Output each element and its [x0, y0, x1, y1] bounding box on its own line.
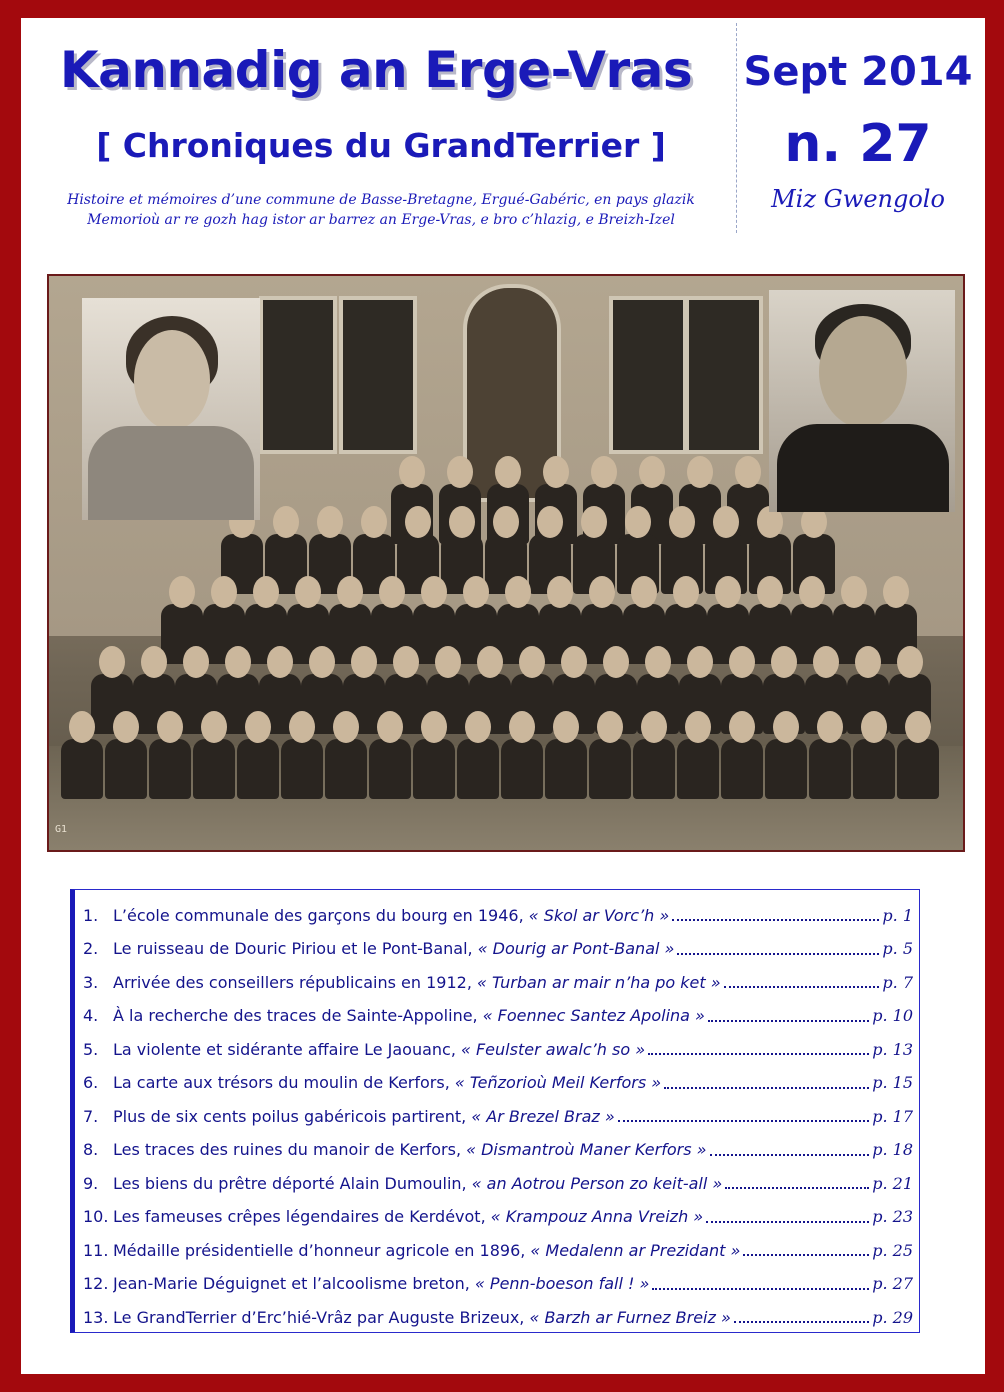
toc-entry-number: 9.: [83, 1173, 99, 1193]
pupil-head: [841, 576, 867, 608]
toc-entry-title: [113, 1107, 615, 1126]
pupil-head: [141, 646, 167, 678]
toc-entry-french: L’école communale des garçons du bourg en 1946,: [113, 905, 529, 925]
toc-entry-french: Le ruisseau de Douric Piriou et le Pont-Banal,: [113, 939, 478, 958]
pupil-head: [493, 506, 519, 538]
toc-entry-title: [113, 1006, 705, 1025]
pupil-head: [799, 576, 825, 608]
pupil-head: [771, 646, 797, 678]
pupil-head: [399, 456, 425, 488]
toc-entry-breton: « Skol ar Vorc’h »: [528, 905, 670, 925]
pupil-head: [581, 506, 607, 538]
table-of-contents: [70, 889, 920, 1333]
toc-entry-title: [113, 1040, 645, 1059]
pupil-head: [69, 711, 95, 743]
toc-entry-number: 6.: [83, 1073, 99, 1092]
pupil-body: [633, 739, 675, 799]
toc-entry-breton: « Krampouz Anna Vreizh »: [490, 1207, 704, 1226]
pupil-head: [379, 576, 405, 608]
pupil-head: [333, 711, 359, 743]
toc-entry-french: La carte aux trésors du moulin de Kerfors,: [113, 1073, 455, 1092]
portrait-face: [134, 330, 210, 430]
toc-entry-title: [113, 973, 721, 992]
pupil-body: [765, 739, 807, 799]
pupil-head: [537, 506, 563, 538]
pupil-head: [377, 711, 403, 743]
toc-entry-page: p. 1: [882, 905, 913, 925]
pupil-body: [105, 739, 147, 799]
pupil-head: [591, 456, 617, 488]
toc-entry-page: p. 13: [872, 1039, 913, 1059]
pupil-head: [273, 506, 299, 538]
pupil-head: [855, 646, 881, 678]
pupil-head: [245, 711, 271, 743]
toc-leader-dots: [743, 1254, 869, 1256]
pupil-head: [519, 646, 545, 678]
pupil-head: [561, 646, 587, 678]
school-window: [259, 296, 337, 454]
toc-entry-page: p. 17: [872, 1106, 913, 1126]
school-window: [609, 296, 687, 454]
toc-leader-dots: [724, 986, 880, 988]
toc-leader-dots: [734, 1321, 869, 1323]
toc-leader-dots: [672, 919, 879, 921]
portrait-body: [777, 424, 949, 512]
pupil-body: [237, 739, 279, 799]
pupil-body: [325, 739, 367, 799]
toc-entry-breton: « Penn-boeson fall ! »: [474, 1274, 650, 1293]
pupil-head: [267, 646, 293, 678]
toc-entry-breton: « Dourig ar Pont-Banal »: [477, 939, 675, 958]
pupil-head: [861, 711, 887, 743]
pupil-head: [773, 711, 799, 743]
pupil-body: [809, 739, 851, 799]
photo-stamp: G1: [55, 824, 68, 835]
pupil-head: [99, 646, 125, 678]
pupil-head: [641, 711, 667, 743]
toc-entry: [83, 1233, 913, 1267]
pupil-head: [309, 646, 335, 678]
school-window: [685, 296, 763, 454]
pupil-head: [449, 506, 475, 538]
pupil-head: [405, 506, 431, 538]
toc-entry-page: p. 7: [882, 972, 913, 992]
pupil-head: [447, 456, 473, 488]
pupil-head: [553, 711, 579, 743]
toc-entry-title: [113, 1241, 740, 1260]
toc-entry-breton: « Foennec Santez Apolina »: [482, 1006, 705, 1025]
toc-entry-french: Arrivée des conseillers républicains en 1912,: [113, 972, 477, 992]
toc-entry-number: 7.: [83, 1106, 99, 1126]
pupil-body: [369, 739, 411, 799]
pupil-head: [735, 456, 761, 488]
toc-entry-page: p. 15: [872, 1073, 913, 1092]
portrait-woman: [82, 298, 260, 520]
toc-entry-french: Les fameuses crêpes légendaires de Kerdévot,: [113, 1207, 491, 1226]
pupil-body: [677, 739, 719, 799]
pupil-head: [465, 711, 491, 743]
pupil-head: [393, 646, 419, 678]
pupil-head: [639, 456, 665, 488]
toc-leader-dots: [664, 1087, 869, 1089]
pupil-head: [685, 711, 711, 743]
portrait-face: [819, 316, 907, 428]
pupil-head: [813, 646, 839, 678]
pupil-head: [729, 711, 755, 743]
page: [21, 18, 985, 1374]
pupil-head: [225, 646, 251, 678]
toc-entry-breton: « Medalenn ar Prezidant »: [530, 1240, 741, 1260]
pupil-head: [317, 506, 343, 538]
toc-entry: [83, 932, 913, 966]
school-class-photo: [47, 274, 965, 852]
toc-entry-french: Jean-Marie Déguignet et l’alcoolisme breton,: [113, 1274, 475, 1293]
toc-entry: [83, 1133, 913, 1167]
toc-entry-page: p. 27: [872, 1274, 913, 1293]
pupil-head: [715, 576, 741, 608]
toc-entry-number: 10.: [83, 1207, 109, 1226]
pupil-body: [149, 739, 191, 799]
pupil-head: [905, 711, 931, 743]
pupil-head: [729, 646, 755, 678]
toc-entry-french: La violente et sidérante affaire Le Jaouanc,: [113, 1039, 462, 1059]
toc-entry-french: Les traces des ruines du manoir de Kerfors,: [113, 1140, 467, 1159]
pupil-head: [603, 646, 629, 678]
toc-entry: [83, 965, 913, 999]
toc-entry: [83, 999, 913, 1033]
portrait-man: [769, 290, 955, 512]
toc-entry-page: p. 5: [882, 939, 913, 958]
toc-leader-dots: [725, 1187, 869, 1189]
pupil-head: [169, 576, 195, 608]
pupil-head: [589, 576, 615, 608]
toc-entry: [83, 1066, 913, 1100]
pupil-head: [547, 576, 573, 608]
pupil-head: [625, 506, 651, 538]
pupil-head: [817, 711, 843, 743]
pupil-head: [351, 646, 377, 678]
pupil-head: [361, 506, 387, 538]
toc-entry-title: [113, 1174, 722, 1193]
toc-entry-breton: « Dismantroù Maner Kerfors »: [466, 1140, 707, 1159]
toc-leader-dots: [652, 1288, 869, 1290]
toc-leader-dots: [618, 1120, 869, 1122]
pupil-head: [113, 711, 139, 743]
pupil-body: [853, 739, 895, 799]
toc-entry-number: 1.: [83, 905, 99, 925]
pupil-body: [501, 739, 543, 799]
header-divider: [736, 23, 737, 233]
toc-entry-page: p. 25: [872, 1240, 913, 1260]
toc-entry-number: 8.: [83, 1140, 99, 1159]
pupil-body: [61, 739, 103, 799]
pupil-head: [543, 456, 569, 488]
toc-entry-french: À la recherche des traces de Sainte-Appoline,: [113, 1006, 483, 1025]
pupil-body: [721, 739, 763, 799]
toc-entry-number: 13.: [83, 1307, 109, 1327]
pupil-head: [645, 646, 671, 678]
pupil-head: [289, 711, 315, 743]
pupil-head: [883, 576, 909, 608]
toc-entry-french: Les biens du prêtre déporté Alain Dumoulin,: [113, 1173, 472, 1193]
toc-entry-number: 4.: [83, 1006, 99, 1025]
toc-entry: [83, 1200, 913, 1234]
pupil-body: [545, 739, 587, 799]
pupil-head: [631, 576, 657, 608]
pupil-head: [713, 506, 739, 538]
toc-entry-number: 5.: [83, 1039, 99, 1059]
pupil-head: [295, 576, 321, 608]
portrait-body: [88, 426, 254, 520]
pupil-head: [183, 646, 209, 678]
toc-entry-breton: « Feulster awalc’h so »: [461, 1039, 646, 1059]
toc-leader-dots: [677, 953, 879, 955]
pupil-head: [201, 711, 227, 743]
tagline-french: Histoire et mémoires d’une commune de Basse-Bretagne, Ergué-Gabéric, en pays glazik: [67, 192, 695, 208]
month-breton: Miz Gwengolo: [771, 185, 945, 213]
pupil-body: [457, 739, 499, 799]
toc-entry-number: 2.: [83, 939, 99, 958]
toc-leader-dots: [708, 1020, 869, 1022]
toc-entry-title: [113, 906, 669, 925]
pupil-head: [477, 646, 503, 678]
toc-entry: [83, 1032, 913, 1066]
toc-leader-dots: [648, 1053, 869, 1055]
newsletter-title: Kannadig an Erge-Vras: [59, 41, 693, 99]
pupil-head: [463, 576, 489, 608]
toc-entry: [83, 1166, 913, 1200]
issue-date: Sept 2014: [743, 49, 973, 95]
pupil-head: [253, 576, 279, 608]
toc-entry-breton: « Turban ar mair n’ha po ket »: [477, 972, 721, 992]
pupil-head: [505, 576, 531, 608]
toc-entry-page: p. 18: [872, 1140, 913, 1159]
pupil-head: [421, 576, 447, 608]
toc-entry-page: p. 29: [872, 1307, 913, 1327]
toc-entry-breton: « Barzh ar Furnez Breiz »: [529, 1307, 731, 1327]
toc-entry-number: 11.: [83, 1240, 109, 1260]
toc-leader-dots: [706, 1221, 869, 1223]
pupil-head: [897, 646, 923, 678]
pupil-head: [495, 456, 521, 488]
toc-entry: [83, 1099, 913, 1133]
toc-entry-title: [113, 1073, 661, 1092]
pupil-head: [757, 576, 783, 608]
pupil-head: [597, 711, 623, 743]
pupil-body: [281, 739, 323, 799]
pupil-head: [669, 506, 695, 538]
toc-entry-number: 3.: [83, 972, 99, 992]
toc-entry-title: [113, 939, 674, 958]
toc-entry-number: 12.: [83, 1274, 109, 1293]
pupil-head: [687, 456, 713, 488]
pupil-head: [687, 646, 713, 678]
toc-entry: [83, 898, 913, 932]
pupil-head: [673, 576, 699, 608]
toc-entry-breton: « Ar Brezel Braz »: [471, 1106, 615, 1126]
pupil-body: [193, 739, 235, 799]
toc-entry-breton: « an Aotrou Person zo keit-all »: [471, 1173, 723, 1193]
toc-entry-title: [113, 1308, 731, 1327]
pupil-body: [589, 739, 631, 799]
toc-entry-title: [113, 1207, 703, 1226]
toc-entry-title: [113, 1140, 707, 1159]
pupil-head: [509, 711, 535, 743]
pupil-body: [413, 739, 455, 799]
toc-entry-page: p. 23: [872, 1207, 913, 1226]
pupil-body: [897, 739, 939, 799]
issue-number: n. 27: [784, 114, 932, 174]
newsletter-subtitle: [ Chroniques du GrandTerrier ]: [96, 126, 666, 165]
toc-entry-french: Le GrandTerrier d’Erc’hié-Vrâz par Auguste Brizeux,: [113, 1307, 530, 1327]
toc-entry-title: [113, 1274, 649, 1293]
pupil-head: [211, 576, 237, 608]
toc-entry-breton: « Teñzorioù Meil Kerfors »: [454, 1073, 662, 1092]
pupil-head: [435, 646, 461, 678]
toc-entry: [83, 1267, 913, 1301]
toc-entry-french: Plus de six cents poilus gabéricois partirent,: [113, 1106, 472, 1126]
toc-entry-page: p. 21: [872, 1173, 913, 1193]
toc-leader-dots: [710, 1154, 870, 1156]
pupil-head: [421, 711, 447, 743]
school-window: [339, 296, 417, 454]
pupil-head: [337, 576, 363, 608]
toc-entry-french: Médaille présidentielle d’honneur agricole en 1896,: [113, 1240, 531, 1260]
toc-entry-page: p. 10: [872, 1006, 913, 1025]
tagline-breton: Memorioù ar re gozh hag istor ar barrez an Erge-Vras, e bro c’hlazig, e Breizh-Izel: [87, 212, 675, 228]
toc-entry: [83, 1300, 913, 1334]
pupil-head: [157, 711, 183, 743]
